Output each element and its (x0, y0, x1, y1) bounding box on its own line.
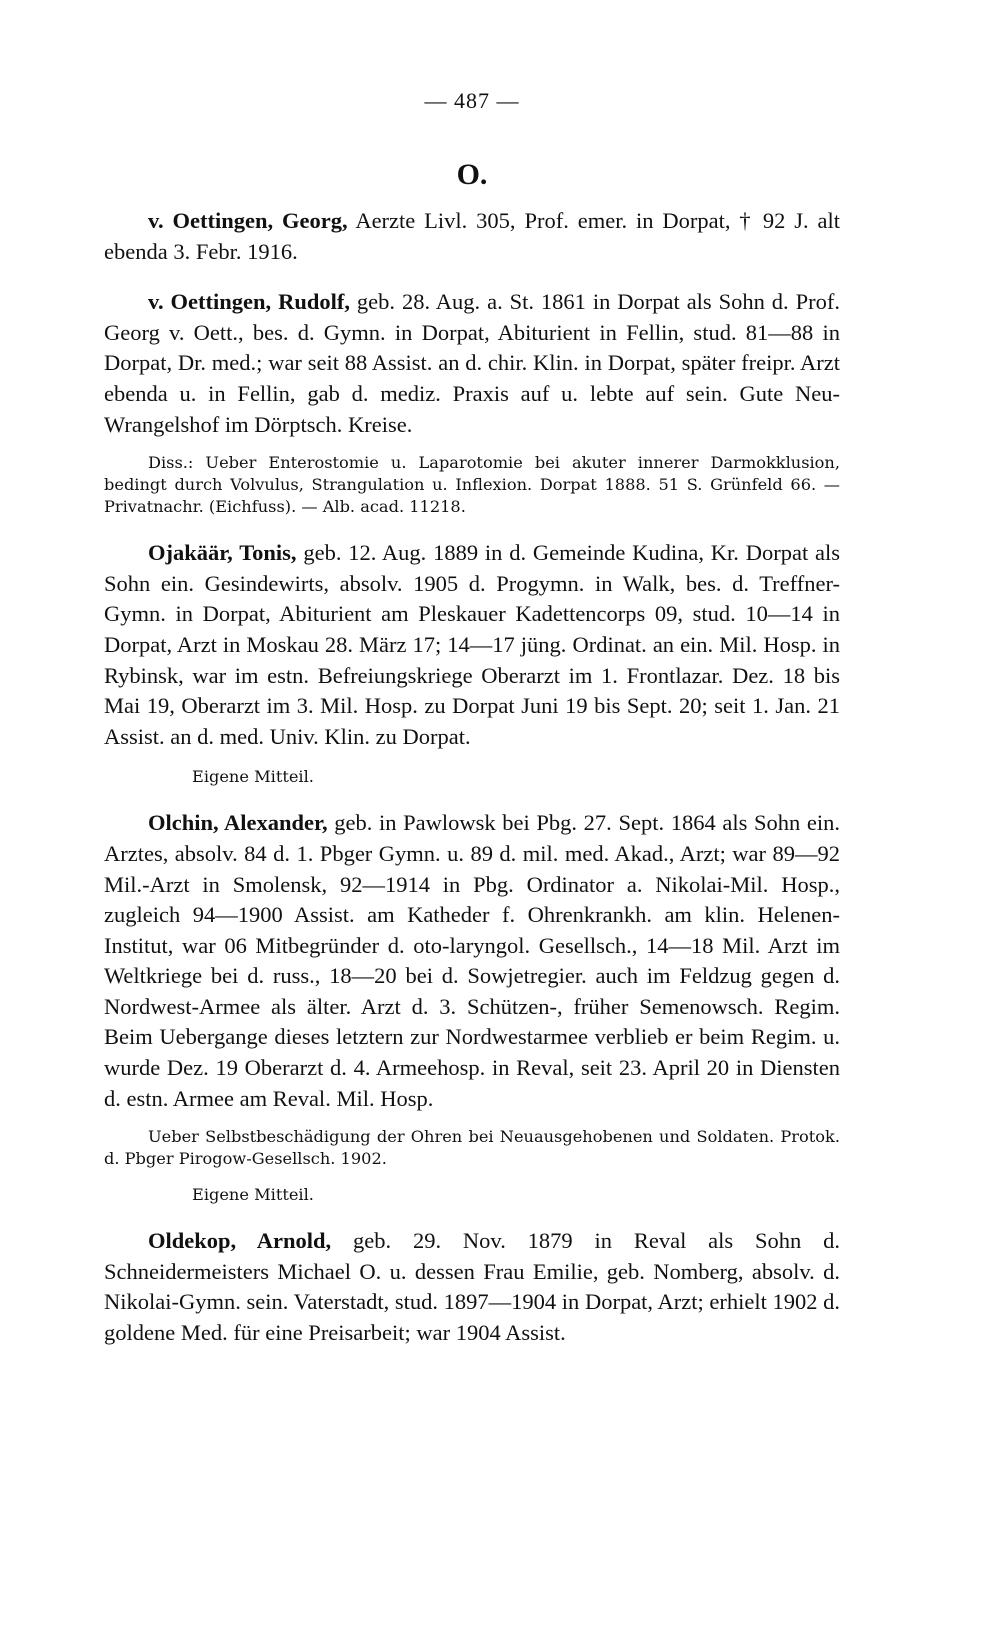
entry-name: Oldekop, Arnold, (148, 1228, 332, 1254)
entry-note: Ueber Selbstbeschädigung der Ohren bei Neuausgehobenen und Soldaten. Protok. d. Pbger Pirogow-Gesellsch. 1902. (104, 1127, 840, 1169)
entry-text: geb. 28. Aug. a. St. 1861 in Dorpat als Sohn d. Prof. Georg v. Oett., bes. d. Gymn. in Dorpat, Abiturient in Fellin, stud. 81—88 in Dorpat, Dr. med.; war seit 88 Assist. an d. chir. Klin. in Dorpat, später freipr. Arzt ebenda u. in Fellin, gab d. mediz. Praxis auf u. lebte auf sein. Gute Neu-Wrangelshof im Dörptsch. Kreise. (104, 289, 840, 437)
entry-ojakaar-tonis (104, 538, 840, 788)
section-letter: O. (456, 158, 488, 191)
document-page (104, 88, 840, 1369)
entry-text: geb. 12. Aug. 1889 in d. Gemeinde Kudina, Kr. Dorpat als Sohn ein. Gesindewirts, absolv. 1905 d. Progymn. in Walk, bes. d. Treffner-Gymn. in Dorpat, Abiturient am Pleskauer Kadettencorps 09, stud. 10—14 in Dorpat, Arzt in Moskau 28. März 17; 14—17 jüng. Ordinat. an ein. Mil. Hosp. in Rybinsk, war im estn. Befreiungskriege Oberarzt im 1. Frontlazar. Dez. 18 bis Mai 19, Oberarzt im 3. Mil. Hosp. zu Dorpat Juni 19 bis Sept. 20; seit 1. Jan. 21 Assist. an d. med. Univ. Klin. zu Dorpat. (104, 540, 840, 749)
entry-text: Aerzte Livl. 305, Prof. emer. in Dorpat, † 92 J. alt ebenda 3. Febr. 1916. (104, 208, 840, 264)
entry-name: Olchin, Alexander, (148, 810, 328, 836)
entry-oldekop-arnold (104, 1226, 840, 1348)
entry-source: Eigene Mitteil. (192, 1185, 314, 1205)
entry-body (104, 808, 840, 1114)
entry-body (104, 1226, 840, 1348)
entry-text: geb. in Pawlowsk bei Pbg. 27. Sept. 1864 als Sohn ein. Arztes, absolv. 84 d. 1. Pbger Gymn. u. 89 d. mil. med. Akad., Arzt; war 89—92 Mil.-Arzt in Smolensk, 92—1914 in Pbg. Ordinator a. Nikolai-Mil. Hosp., zugleich 94—1900 Assist. am Katheder f. Ohrenkrankh. am klin. Helenen-Institut, war 06 Mitbegründer d. oto-laryngol. Gesellsch., 14—18 Mil. Arzt im Weltkriege bei d. russ., 18—20 bei d. Sowjetregier. auch im Feldzug gegen d. Nordwest-Armee als älter. Arzt d. 3. Schützen-, früher Semenowsch. Regim. Beim Uebergange dieses letztern zur Nordwestarmee verblieb er beim Regim. u. wurde Dez. 19 Oberarzt d. 4. Armeehosp. in Reval, seit 23. April 20 in Diensten d. estn. Armee am Reval. Mil. Hosp. (104, 810, 840, 1111)
entry-name: v. Oettingen, Rudolf, (148, 289, 350, 315)
entry-body (104, 206, 840, 267)
entry-oettingen-georg (104, 206, 840, 267)
entry-name: Ojakäär, Tonis, (148, 540, 297, 566)
page-number: — 487 — (424, 88, 520, 113)
entry-olchin-alexander (104, 808, 840, 1206)
entry-oettingen-rudolf (104, 287, 840, 518)
entry-name: v. Oettingen, Georg, (148, 208, 348, 233)
entry-text: geb. 29. Nov. 1879 in Reval als Sohn d. Schneidermeisters Michael O. u. dessen Frau Emilie, geb. Nomberg, absolv. d. Nikolai-Gymn. sein. Vaterstadt, stud. 1897—1904 in Dorpat, Arzt; erhielt 1902 d. goldene Med. für eine Preisarbeit; war 1904 Assist. (104, 1228, 841, 1346)
entry-source: Eigene Mitteil. (192, 767, 314, 787)
entry-body (104, 538, 840, 752)
entry-body (104, 287, 840, 440)
entry-note: Diss.: Ueber Enterostomie u. Laparotomie bei akuter innerer Darmokklusion, bedingt durch Volvulus, Strangulation u. Inflexion. Dorpat 1888. 51 S. Grünfeld 66. — Privatnachr. (Eichfuss). — Alb. acad. 11218. (104, 453, 840, 517)
